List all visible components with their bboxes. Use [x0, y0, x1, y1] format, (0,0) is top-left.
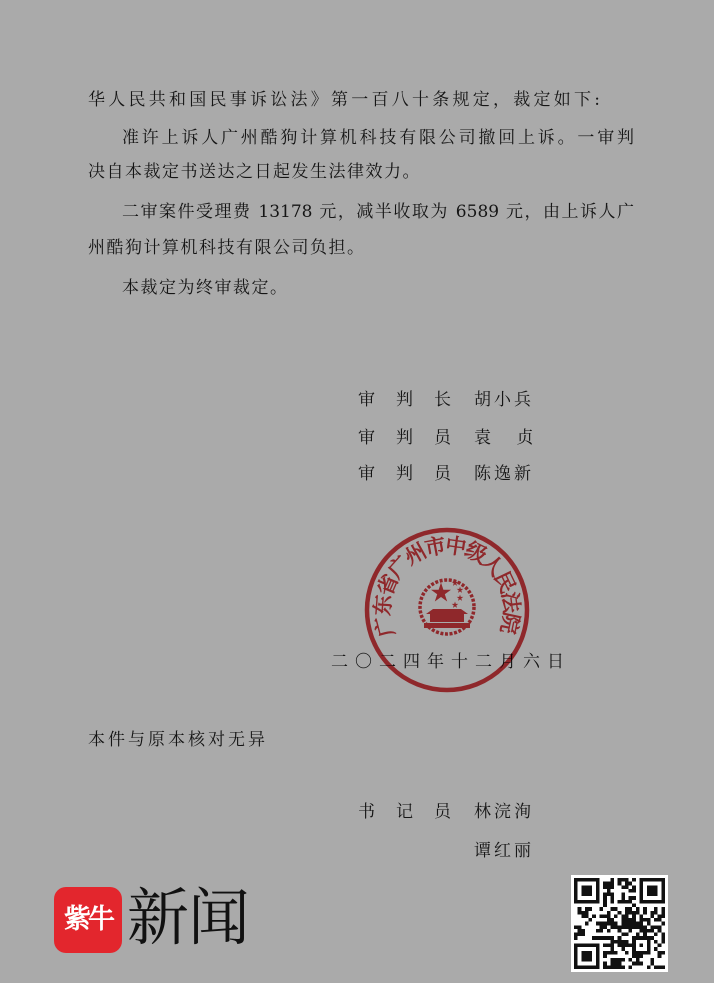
body-line: 决自本裁定书送达之日起发生法律效力。 — [88, 162, 421, 182]
judge-role: 审判员 — [358, 464, 472, 484]
body-line: 二审案件受理费 13178 元，减半收取为 6589 元，由上诉人广 — [122, 202, 634, 222]
judge-name: 陈逸新 — [474, 464, 534, 484]
body-line: 准许上诉人广州酷狗计算机科技有限公司撤回上诉。一审判 — [122, 128, 634, 148]
clerk-name: 林浣洵 — [474, 802, 534, 822]
qr-code-graphic — [574, 878, 665, 969]
judge-role: 审判员 — [358, 428, 472, 448]
qr-code-modules — [574, 878, 665, 969]
court-seal — [362, 525, 532, 695]
ziniu-logo: 紫牛 — [54, 887, 122, 953]
qr-code-icon — [571, 875, 668, 972]
brand-name: 新闻 — [127, 881, 250, 954]
judge-name: 胡小兵 — [474, 390, 534, 410]
clerk-role: 书记员 — [358, 802, 472, 822]
body-line: 本裁定为终审裁定。 — [122, 278, 289, 298]
clerk-name: 谭红丽 — [474, 841, 534, 861]
body-line: 华人民共和国民事诉讼法》第一百八十条规定，裁定如下: — [88, 90, 600, 110]
judge-role: 审判长 — [358, 390, 472, 410]
judge-signature-row — [358, 427, 558, 449]
ruling-date: 二〇二四年十二月六日 — [331, 652, 571, 672]
clerk-signature-row — [358, 840, 558, 862]
judge-signature-row — [358, 389, 558, 411]
national-emblem-icon — [420, 580, 474, 635]
judge-signature-row — [358, 463, 558, 485]
clerk-signature-row — [358, 801, 558, 823]
certification-note: 本件与原本核对无异 — [88, 730, 268, 750]
judge-name: 袁 贞 — [474, 428, 537, 448]
seal-text-path: 广东省广州市中级人民法院 — [369, 532, 525, 640]
body-line: 州酷狗计算机科技有限公司负担。 — [88, 238, 366, 258]
